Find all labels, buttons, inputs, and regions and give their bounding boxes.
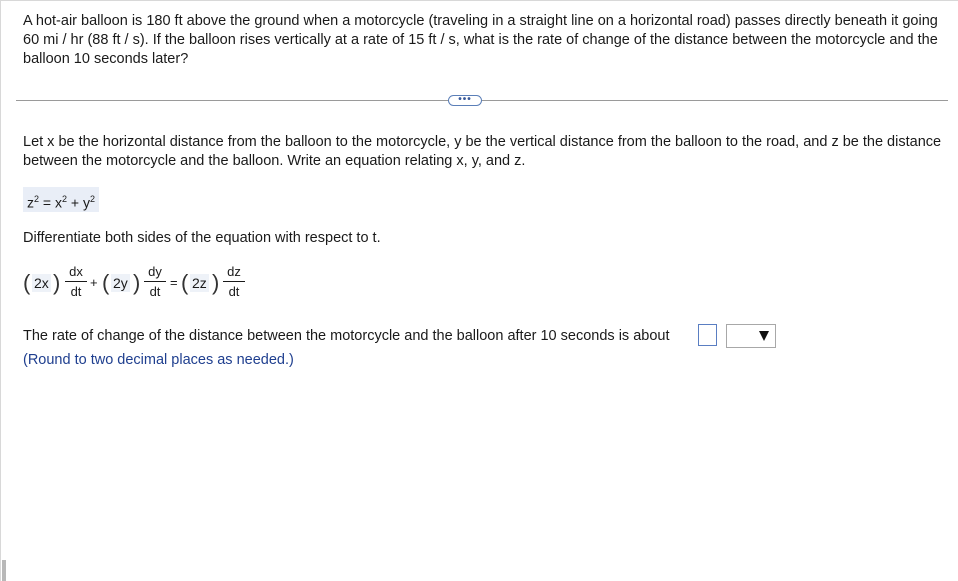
unit-dropdown[interactable] xyxy=(726,324,776,348)
open-paren: ( xyxy=(23,270,31,295)
dy-numerator: dy xyxy=(148,264,162,279)
answer-plus: + xyxy=(70,194,80,211)
plus-sign: + xyxy=(90,275,98,290)
step3-prompt: The rate of change of the distance between the motorcycle and the balloon after 10 seconds is about xyxy=(23,328,670,344)
answer-y: y xyxy=(82,194,90,211)
term2-box: 2y xyxy=(113,275,128,291)
fraction-bar xyxy=(144,281,166,282)
scrollbar-thumb[interactable] xyxy=(2,560,6,581)
open-paren: ( xyxy=(102,270,110,295)
page-left-border xyxy=(0,0,1,581)
fraction-bar xyxy=(223,281,245,282)
section-divider xyxy=(16,100,948,101)
dy-dt-fraction xyxy=(144,263,166,300)
step2-instructions: Differentiate both sides of the equation with respect to t. xyxy=(23,230,381,246)
term3-box: 2z xyxy=(192,275,207,291)
dt-denominator: dt xyxy=(70,284,82,299)
rounding-hint: (Round to two decimal places as needed.) xyxy=(23,352,294,368)
expand-button[interactable]: ••• xyxy=(448,95,482,106)
dt-denominator: dt xyxy=(228,284,240,299)
close-paren: ) xyxy=(53,270,61,295)
dz-dt-fraction xyxy=(223,263,245,300)
equals-sign: = xyxy=(170,275,178,290)
dz-numerator: dz xyxy=(227,264,241,279)
fraction-bar xyxy=(65,281,87,282)
answer-x: x xyxy=(54,194,62,211)
dropdown-arrow-icon xyxy=(759,331,769,341)
dx-numerator: dx xyxy=(69,264,83,279)
step1-instructions: Let x be the horizontal distance from the balloon to the motorcycle, y be the vertical distance from the balloon to the road, and z be the distance between the motorcycle and the balloon. Write an equation relating x, y, and z. xyxy=(23,134,942,169)
dx-dt-fraction xyxy=(65,263,87,300)
close-paren: ) xyxy=(133,270,141,295)
rate-answer-input[interactable] xyxy=(698,324,717,346)
equation-answer xyxy=(23,187,99,212)
answer-z-exp: 2 xyxy=(34,194,40,204)
page-top-border xyxy=(0,0,958,1)
close-paren: ) xyxy=(212,270,220,295)
answer-equals: = xyxy=(42,194,52,211)
open-paren: ( xyxy=(181,270,189,295)
question-text: A hot-air balloon is 180 ft above the ground when a motorcycle (traveling in a straight line on a horizontal road) passes directly beneath it going 60 mi / hr (88 ft / s). If the balloon rises vertically at a rate of 15 ft / s, what is the rate of change of the distance between the motorcycle and the balloon 10 seconds later? xyxy=(23,13,938,67)
term1-box: 2x xyxy=(34,275,49,291)
dt-denominator: dt xyxy=(149,284,161,299)
answer-z: z xyxy=(27,194,34,211)
answer-x-exp: 2 xyxy=(61,194,67,204)
answer-y-exp: 2 xyxy=(89,194,95,204)
